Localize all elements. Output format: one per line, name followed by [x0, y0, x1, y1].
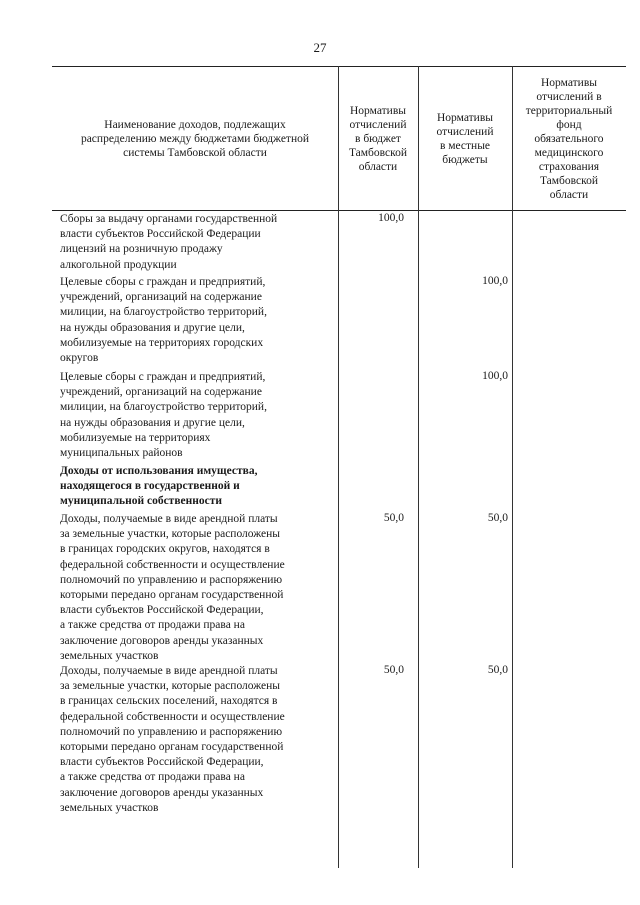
table-row-name: Целевые сборы с граждан и предприятий, учреждений, организаций на содержание милиции, на благоустройство территорий, на нужды образования и другие цели, мобилизуемые на территориях муниципальных районов	[60, 371, 267, 460]
table-cell-regional: 50,0	[383, 512, 404, 524]
table-cell-regional: 50,0	[383, 664, 404, 676]
header-regional-budget: Нормативы отчислений в бюджет Тамбовской области	[348, 104, 408, 173]
column-divider-1	[338, 66, 339, 868]
table-header	[52, 66, 626, 211]
column-divider-3	[512, 66, 513, 868]
table-cell-local: 100,0	[482, 370, 508, 382]
table-row-name: Сборы за выдачу органами государственной власти субъектов Российской Федерации лицензий на розничную продажу алкогольной продукции	[60, 213, 278, 271]
table-cell-regional: 100,0	[378, 212, 404, 224]
table-cell-local: 50,0	[487, 664, 508, 676]
table-cell-local: 100,0	[482, 275, 508, 287]
page-number: 27	[313, 40, 327, 55]
table-row-name: Доходы, получаемые в виде арендной платы за земельные участки, которые расположены в границах городских округов, находятся в федеральной собственности и осуществление полномочий по управлению и распоряжению которыми передано органам государственной власти субъектов Российской Федерации, а также средства от продажи права на заключение договоров аренды указанных земельных участков	[60, 513, 285, 662]
table-row-name: Целевые сборы с граждан и предприятий, учреждений, организаций на содержание милиции, на благоустройство территорий, на нужды образования и другие цели, мобилизуемые на территориях городских округов	[60, 276, 267, 365]
table-row-name: Доходы, получаемые в виде арендной платы за земельные участки, которые расположены в границах сельских поселений, находятся в федеральной собственности и осуществление полномочий по управлению и распоряжению которыми передано органам государственной власти субъектов Российской Федерации, а также средства от продажи права на заключение договоров аренды указанных земельных участков	[60, 665, 285, 814]
section-heading: Доходы от использования имущества, находящегося в государственной и муниципальной собственности	[60, 465, 258, 508]
table-cell-local: 50,0	[487, 512, 508, 524]
column-divider-2	[418, 66, 419, 868]
header-local-budgets: Нормативы отчислений в местные бюджеты	[436, 111, 494, 166]
header-income-name: Наименование доходов, подлежащих распределению между бюджетами бюджетной системы Тамбовской области	[80, 118, 310, 159]
header-medical-fund: Нормативы отчислений в территориальный фонд обязательного медицинского страхования Тамбовской области	[525, 76, 613, 201]
